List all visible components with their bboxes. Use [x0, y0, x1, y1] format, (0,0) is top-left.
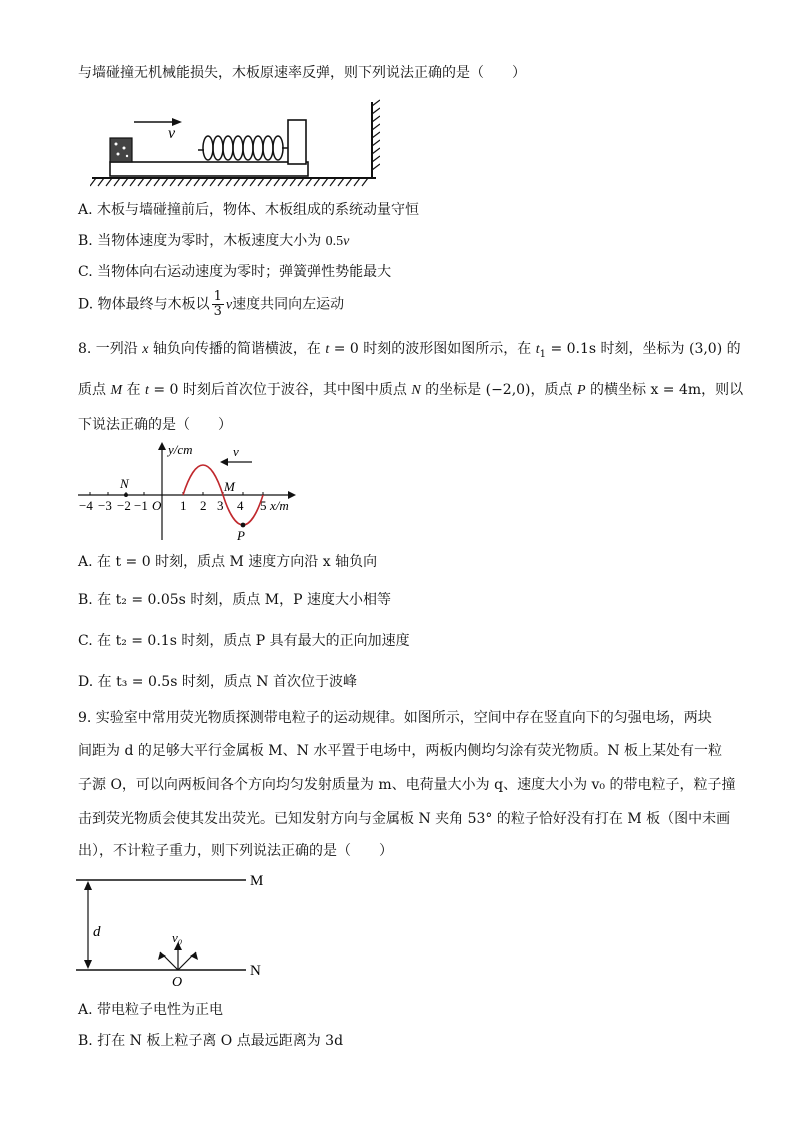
fraction-one-third: $\frac{1}{3}$: [213, 289, 222, 319]
q9-line-5: 出），不计粒子重力，则下列说法正确的是（ ）: [78, 843, 393, 859]
spring: [198, 136, 288, 160]
q8-tick-4: 4: [237, 498, 244, 513]
q9-line-3: 子源 O，可以向两板间各个方向均匀发射质量为 m、电荷量大小为 q、速度大小为 v₀ 的带电粒子，粒子撞: [78, 777, 736, 793]
q8-tick-neg4: −4: [79, 498, 93, 513]
q7-option-d: D. 物体最终与木板以 $\frac{1}{3}$ v速度共同向左运动: [78, 289, 345, 319]
q8-point-P: P: [237, 528, 245, 543]
q7-option-a: A. 木板与墙碰撞前后，物体、木板组成的系统动量守恒: [78, 202, 420, 218]
q9-plate-M: M: [250, 873, 264, 889]
q8-point-M: M: [224, 479, 235, 494]
q8-origin-label: O: [152, 498, 162, 513]
q8-y-label: y/cm: [168, 442, 193, 457]
q8-line-1: 8. 一列沿 x 轴负向传播的简谐横波，在 t = 0 时刻的波形图如图所示，在 $t_1 = 0.1s$ 时刻，坐标为 (3,0) 的: [78, 341, 741, 360]
q8-option-a: A. 在 t = 0 时刻，质点 M 速度方向沿 x 轴负向: [78, 554, 378, 570]
q7-option-b: B. 当物体速度为零时，木板速度大小为 0.5v: [78, 233, 350, 249]
q7-option-c: C. 当物体向右运动速度为零时；弹簧弹性势能最大: [78, 264, 392, 280]
q9-distance-d: d: [93, 924, 101, 940]
q8-option-d: D. 在 t₃ = 0.5s 时刻，质点 N 首次位于波峰: [78, 674, 357, 690]
q9-line-1: 9. 实验室中常用荧光物质探测带电粒子的运动规律。如图所示，空间中存在竖直向下的匀强电场，两块: [78, 710, 712, 726]
q8-x-label: x/m: [270, 498, 289, 513]
block: [110, 138, 132, 162]
q8-tick-5: 5: [260, 498, 267, 513]
q8-wave-figure: [74, 440, 304, 544]
q8-point-N: N: [120, 476, 129, 491]
q9-plates-figure: [74, 868, 274, 988]
q8-tick-neg2: −2: [117, 498, 131, 513]
q8-option-c: C. 在 t₂ = 0.1s 时刻，质点 P 具有最大的正向加速度: [78, 633, 410, 649]
q8-tick-3: 3: [217, 498, 224, 513]
q8-line-3: 下说法正确的是（ ）: [78, 417, 232, 433]
q7-figure: [90, 98, 380, 188]
q8-line-2: 质点 M 在 t = 0 时刻后首次位于波谷，其中图中质点 N 的坐标是 (−2,0)，质点 P 的横坐标 x = 4m，则以: [78, 382, 744, 398]
q9-plate-N: N: [250, 963, 261, 979]
q8-tick-neg1: −1: [134, 498, 148, 513]
q8-tick-1: 1: [180, 498, 187, 513]
q9-origin-O: O: [172, 975, 183, 988]
q9-v0-label: v₀: [172, 930, 183, 945]
q9-option-b: B. 打在 N 板上粒子离 O 点最远距离为 3d: [78, 1033, 344, 1049]
q9-line-2: 间距为 d 的足够大平行金属板 M、N 水平置于电场中，两板内侧均匀涂有荧光物质。N 板上某处有一粒: [78, 743, 723, 759]
q9-option-a: A. 带电粒子电性为正电: [78, 1002, 224, 1018]
q7-v-label: v: [168, 125, 176, 142]
q7-stem-tail: 与墙碰撞无机械能损失，木板原速率反弹，则下列说法正确的是（ ）: [78, 65, 526, 81]
q9-line-4: 击到荧光物质会使其发出荧光。已知发射方向与金属板 N 夹角 53° 的粒子恰好没有打在 M 板（图中未画: [78, 811, 731, 827]
q8-v-label: v: [233, 444, 239, 459]
q8-option-b: B. 在 t₂ = 0.05s 时刻，质点 M，P 速度大小相等: [78, 592, 391, 608]
q8-tick-neg3: −3: [98, 498, 112, 513]
q8-tick-2: 2: [200, 498, 207, 513]
